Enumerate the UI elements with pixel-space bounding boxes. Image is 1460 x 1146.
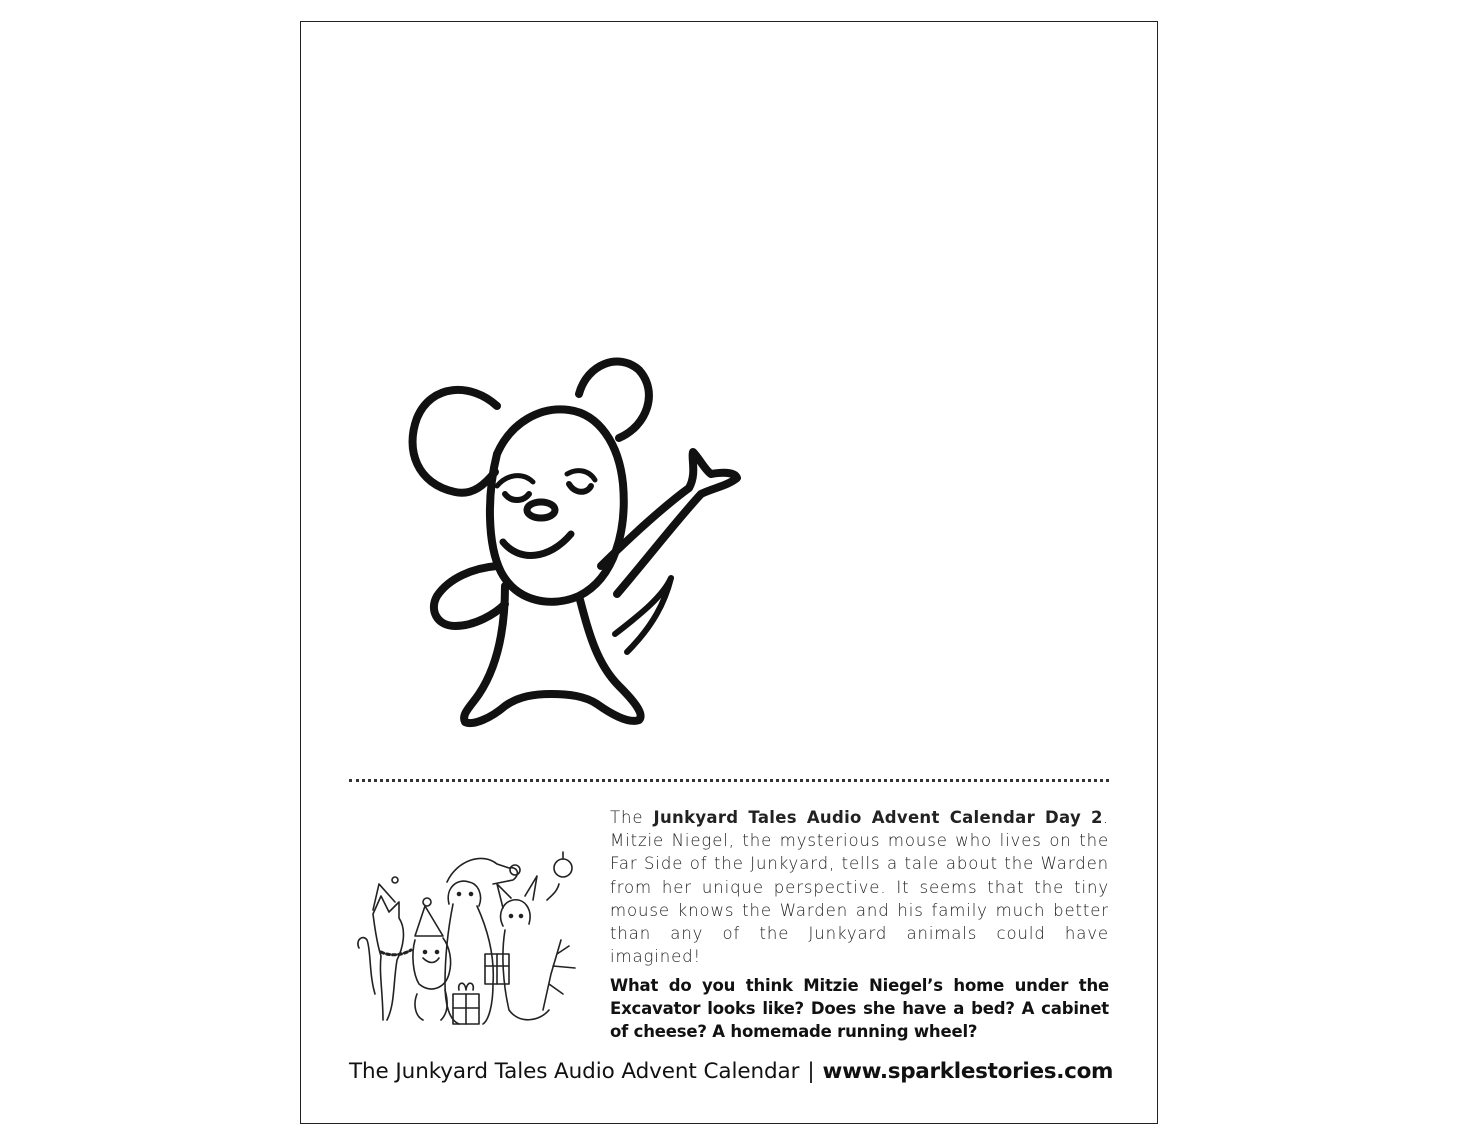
footer-url-link[interactable]: www.sparklestories.com — [822, 1059, 1114, 1084]
story-description — [610, 806, 1109, 968]
footer-calendar-name: The Junkyard Tales Audio Advent Calendar — [349, 1059, 800, 1084]
title-period: . — [1102, 808, 1109, 827]
junkyard-animals-illustration — [353, 844, 583, 1034]
calendar-title: Junkyard Tales Audio Advent Calendar Day 2 — [653, 808, 1103, 827]
coloring-page — [300, 21, 1158, 1124]
footer — [349, 1059, 1114, 1084]
description-lead: The — [610, 808, 644, 827]
discussion-question: What do you think Mitzie Niegel’s home under the Excavator looks like? Does she have a bed? A cabinet of cheese? A homemade running wheel? — [610, 976, 1109, 1042]
mouse-illustration — [401, 334, 751, 734]
dotted-divider — [349, 779, 1109, 782]
footer-separator: | — [807, 1059, 815, 1084]
description-body: Mitzie Niegel, the mysterious mouse who lives on the Far Side of the Junkyard, tells a tale about the Warden from her unique perspective. It seems that the tiny mouse knows the Warden and his family much better than any of the Junkyard animals could have imagined! — [610, 831, 1109, 967]
